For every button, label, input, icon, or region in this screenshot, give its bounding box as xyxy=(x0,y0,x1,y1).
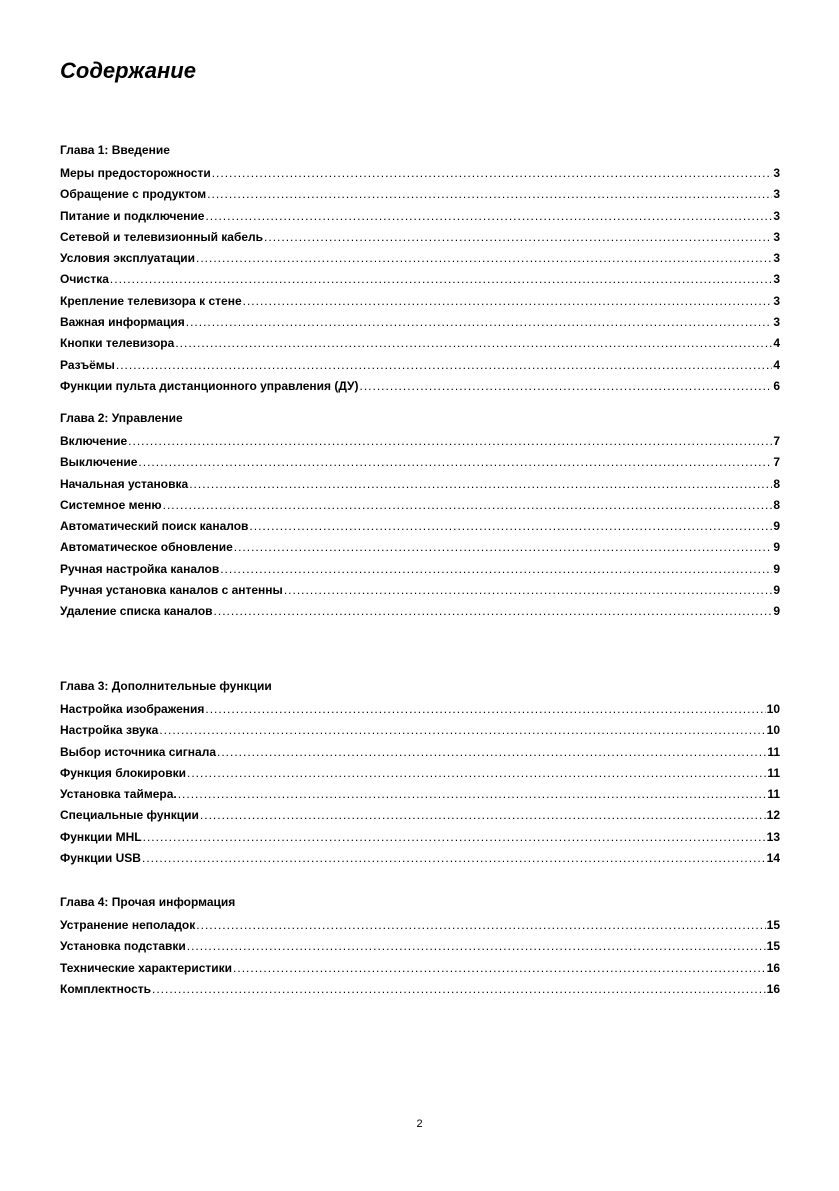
toc-entry-page: 8 xyxy=(773,497,780,512)
dot-leader xyxy=(264,230,772,244)
toc-entry[interactable] xyxy=(60,604,780,625)
toc-entry[interactable] xyxy=(60,272,780,293)
toc-entry-page: 6 xyxy=(773,378,780,393)
toc-entry[interactable] xyxy=(60,702,780,723)
toc-entry[interactable] xyxy=(60,315,780,336)
toc-entry-label: Разъёмы xyxy=(60,357,115,372)
toc-entry-label: Комплектность xyxy=(60,981,151,996)
toc-entry[interactable] xyxy=(60,583,780,604)
toc-entry[interactable] xyxy=(60,379,780,400)
toc-entry[interactable] xyxy=(60,477,780,498)
toc-entry-page: 9 xyxy=(773,540,780,555)
dot-leader xyxy=(116,358,772,372)
toc-entry-label: Технические характеристики xyxy=(60,960,233,975)
chapter-heading: Глава 2: Управление xyxy=(60,411,183,425)
dot-leader xyxy=(142,851,766,865)
toc-entry-page: 3 xyxy=(773,251,780,266)
dot-leader xyxy=(143,830,766,844)
dot-leader xyxy=(205,209,772,223)
toc-entry[interactable] xyxy=(60,187,780,208)
dot-leader xyxy=(200,808,766,822)
toc-entry-page: 9 xyxy=(773,583,780,598)
toc-entry-page: 10 xyxy=(766,702,780,716)
dot-leader xyxy=(186,315,773,329)
toc-entry-label: Важная информация xyxy=(60,315,185,330)
toc-entry-page: 3 xyxy=(773,315,780,330)
toc-entry-page: 3 xyxy=(773,229,780,244)
toc-entry-label: Питание и подключение xyxy=(60,208,205,223)
toc-entry-label: Обращение с продуктом xyxy=(60,187,207,202)
toc-entry[interactable] xyxy=(60,455,780,476)
toc-entry[interactable] xyxy=(60,209,780,230)
dot-leader xyxy=(212,166,773,180)
toc-entry-label: Начальная установка xyxy=(60,476,189,491)
toc-entry[interactable] xyxy=(60,336,780,357)
toc-entry-label: Очистка xyxy=(60,272,109,287)
chapter-4 xyxy=(60,894,780,1003)
toc-entry-page: 16 xyxy=(766,981,780,996)
toc-entry-label: Ручная установка каналов с антенны xyxy=(60,583,283,598)
toc-entry[interactable] xyxy=(60,562,780,583)
toc-entry-label: Кнопки телевизора xyxy=(60,336,175,351)
toc-entry-label: Выключение xyxy=(60,455,138,470)
chapter-heading: Глава 1: Введение xyxy=(60,143,170,157)
toc-entry-label: Условия эксплуатации xyxy=(60,251,195,266)
toc-entry-label: Функции MHL xyxy=(60,829,142,844)
dot-leader xyxy=(360,379,773,393)
toc-entry-label: Удаление списка каналов xyxy=(60,604,213,619)
dot-leader xyxy=(138,455,772,469)
toc-entry-label: Включение xyxy=(60,434,128,448)
toc-entry-page: 3 xyxy=(773,187,780,202)
toc-entry-label: Устранение неполадок xyxy=(60,918,196,932)
dot-leader xyxy=(233,961,766,975)
toc-entry[interactable] xyxy=(60,498,780,519)
toc-entry-label: Автоматический поиск каналов xyxy=(60,519,249,534)
toc-entry-page: 7 xyxy=(773,455,780,470)
toc-entry-label: Крепление телевизора к стене xyxy=(60,293,242,308)
toc-entry-label: Ручная настройка каналов xyxy=(60,561,220,576)
dot-leader xyxy=(187,766,766,780)
toc-entry-label: Системное меню xyxy=(60,497,162,512)
toc-entry-page: 11 xyxy=(767,765,780,780)
dot-leader xyxy=(128,434,772,448)
toc-entry-label: Меры предосторожности xyxy=(60,166,211,180)
toc-entry[interactable] xyxy=(60,251,780,272)
toc-entry-label: Установка подставки xyxy=(60,939,186,954)
toc-entry-page: 3 xyxy=(773,272,780,287)
page-number: 2 xyxy=(416,1118,423,1130)
toc-entry-page: 11 xyxy=(767,744,780,759)
dot-leader xyxy=(214,604,773,618)
toc-entry[interactable] xyxy=(60,166,780,187)
toc-entry[interactable] xyxy=(60,808,780,829)
toc-entry-label: Выбор источника сигнала xyxy=(60,744,216,759)
toc-entry[interactable] xyxy=(60,982,780,1003)
toc-entry-page: 3 xyxy=(773,166,780,180)
toc-entry[interactable] xyxy=(60,230,780,251)
toc-entry-page: 13 xyxy=(766,829,780,844)
dot-leader xyxy=(178,787,767,801)
toc-entry-page: 7 xyxy=(773,434,780,448)
chapter-heading: Глава 3: Дополнительные функции xyxy=(60,679,272,693)
toc-entry[interactable] xyxy=(60,830,780,851)
toc-entry[interactable] xyxy=(60,787,780,808)
dot-leader xyxy=(152,982,766,996)
toc-entry[interactable] xyxy=(60,358,780,379)
dot-leader xyxy=(217,745,766,759)
toc-entry[interactable] xyxy=(60,961,780,982)
dot-leader xyxy=(220,562,772,576)
toc-entry-page: 10 xyxy=(766,723,780,738)
dot-leader xyxy=(110,272,772,286)
toc-entry-page: 3 xyxy=(773,293,780,308)
toc-entry[interactable] xyxy=(60,939,780,960)
toc-entry-label: Специальные функции xyxy=(60,808,199,823)
chapter-2 xyxy=(60,410,780,626)
toc-entry-label: Функции USB xyxy=(60,851,141,866)
toc-entry-page: 15 xyxy=(766,939,780,954)
toc-entry-page: 4 xyxy=(773,357,780,372)
dot-leader xyxy=(163,498,773,512)
toc-entry[interactable] xyxy=(60,294,780,315)
toc-entry-label: Функции пульта дистанционного управления (ДУ) xyxy=(60,378,359,393)
toc-entry[interactable] xyxy=(60,519,780,540)
page-title: Содержание xyxy=(60,58,196,83)
toc-entry-page: 12 xyxy=(766,808,780,823)
toc-entry[interactable] xyxy=(60,766,780,787)
toc-entry-page: 3 xyxy=(773,208,780,223)
dot-leader xyxy=(159,723,765,737)
dot-leader xyxy=(205,702,765,716)
toc-entry-page: 8 xyxy=(773,476,780,491)
toc-entry-page: 11 xyxy=(767,787,780,802)
toc-entry-label: Установка таймера. xyxy=(60,787,177,802)
dot-leader xyxy=(189,477,772,491)
chapter-heading: Глава 4: Прочая информация xyxy=(60,895,236,909)
toc-entry-label: Настройка изображения xyxy=(60,702,205,716)
toc-entry-page: 15 xyxy=(766,918,780,932)
toc-entry-page: 9 xyxy=(773,561,780,576)
toc-entry-page: 9 xyxy=(773,519,780,534)
toc-entry[interactable] xyxy=(60,723,780,744)
dot-leader xyxy=(196,918,765,932)
toc-entry-page: 4 xyxy=(773,336,780,351)
dot-leader xyxy=(196,251,772,265)
toc-entry-page: 9 xyxy=(773,604,780,619)
toc-entry[interactable] xyxy=(60,851,780,872)
dot-leader xyxy=(234,540,773,554)
toc-entry-label: Сетевой и телевизионный кабель xyxy=(60,229,264,244)
dot-leader xyxy=(175,336,772,350)
toc-entry[interactable] xyxy=(60,745,780,766)
toc-entry-label: Автоматическое обновление xyxy=(60,540,233,555)
toc-entry-page: 16 xyxy=(766,960,780,975)
dot-leader xyxy=(187,939,766,953)
chapter-3 xyxy=(60,678,780,872)
toc-entry[interactable] xyxy=(60,434,780,455)
toc-entry[interactable] xyxy=(60,540,780,561)
dot-leader xyxy=(243,294,773,308)
dot-leader xyxy=(249,519,772,533)
chapter-1 xyxy=(60,142,780,400)
toc-entry-page: 14 xyxy=(766,851,780,866)
toc-entry-label: Настройка звука xyxy=(60,723,159,738)
toc-entry-label: Функция блокировки xyxy=(60,765,186,780)
toc-entry[interactable] xyxy=(60,918,780,939)
dot-leader xyxy=(207,187,772,201)
dot-leader xyxy=(284,583,773,597)
